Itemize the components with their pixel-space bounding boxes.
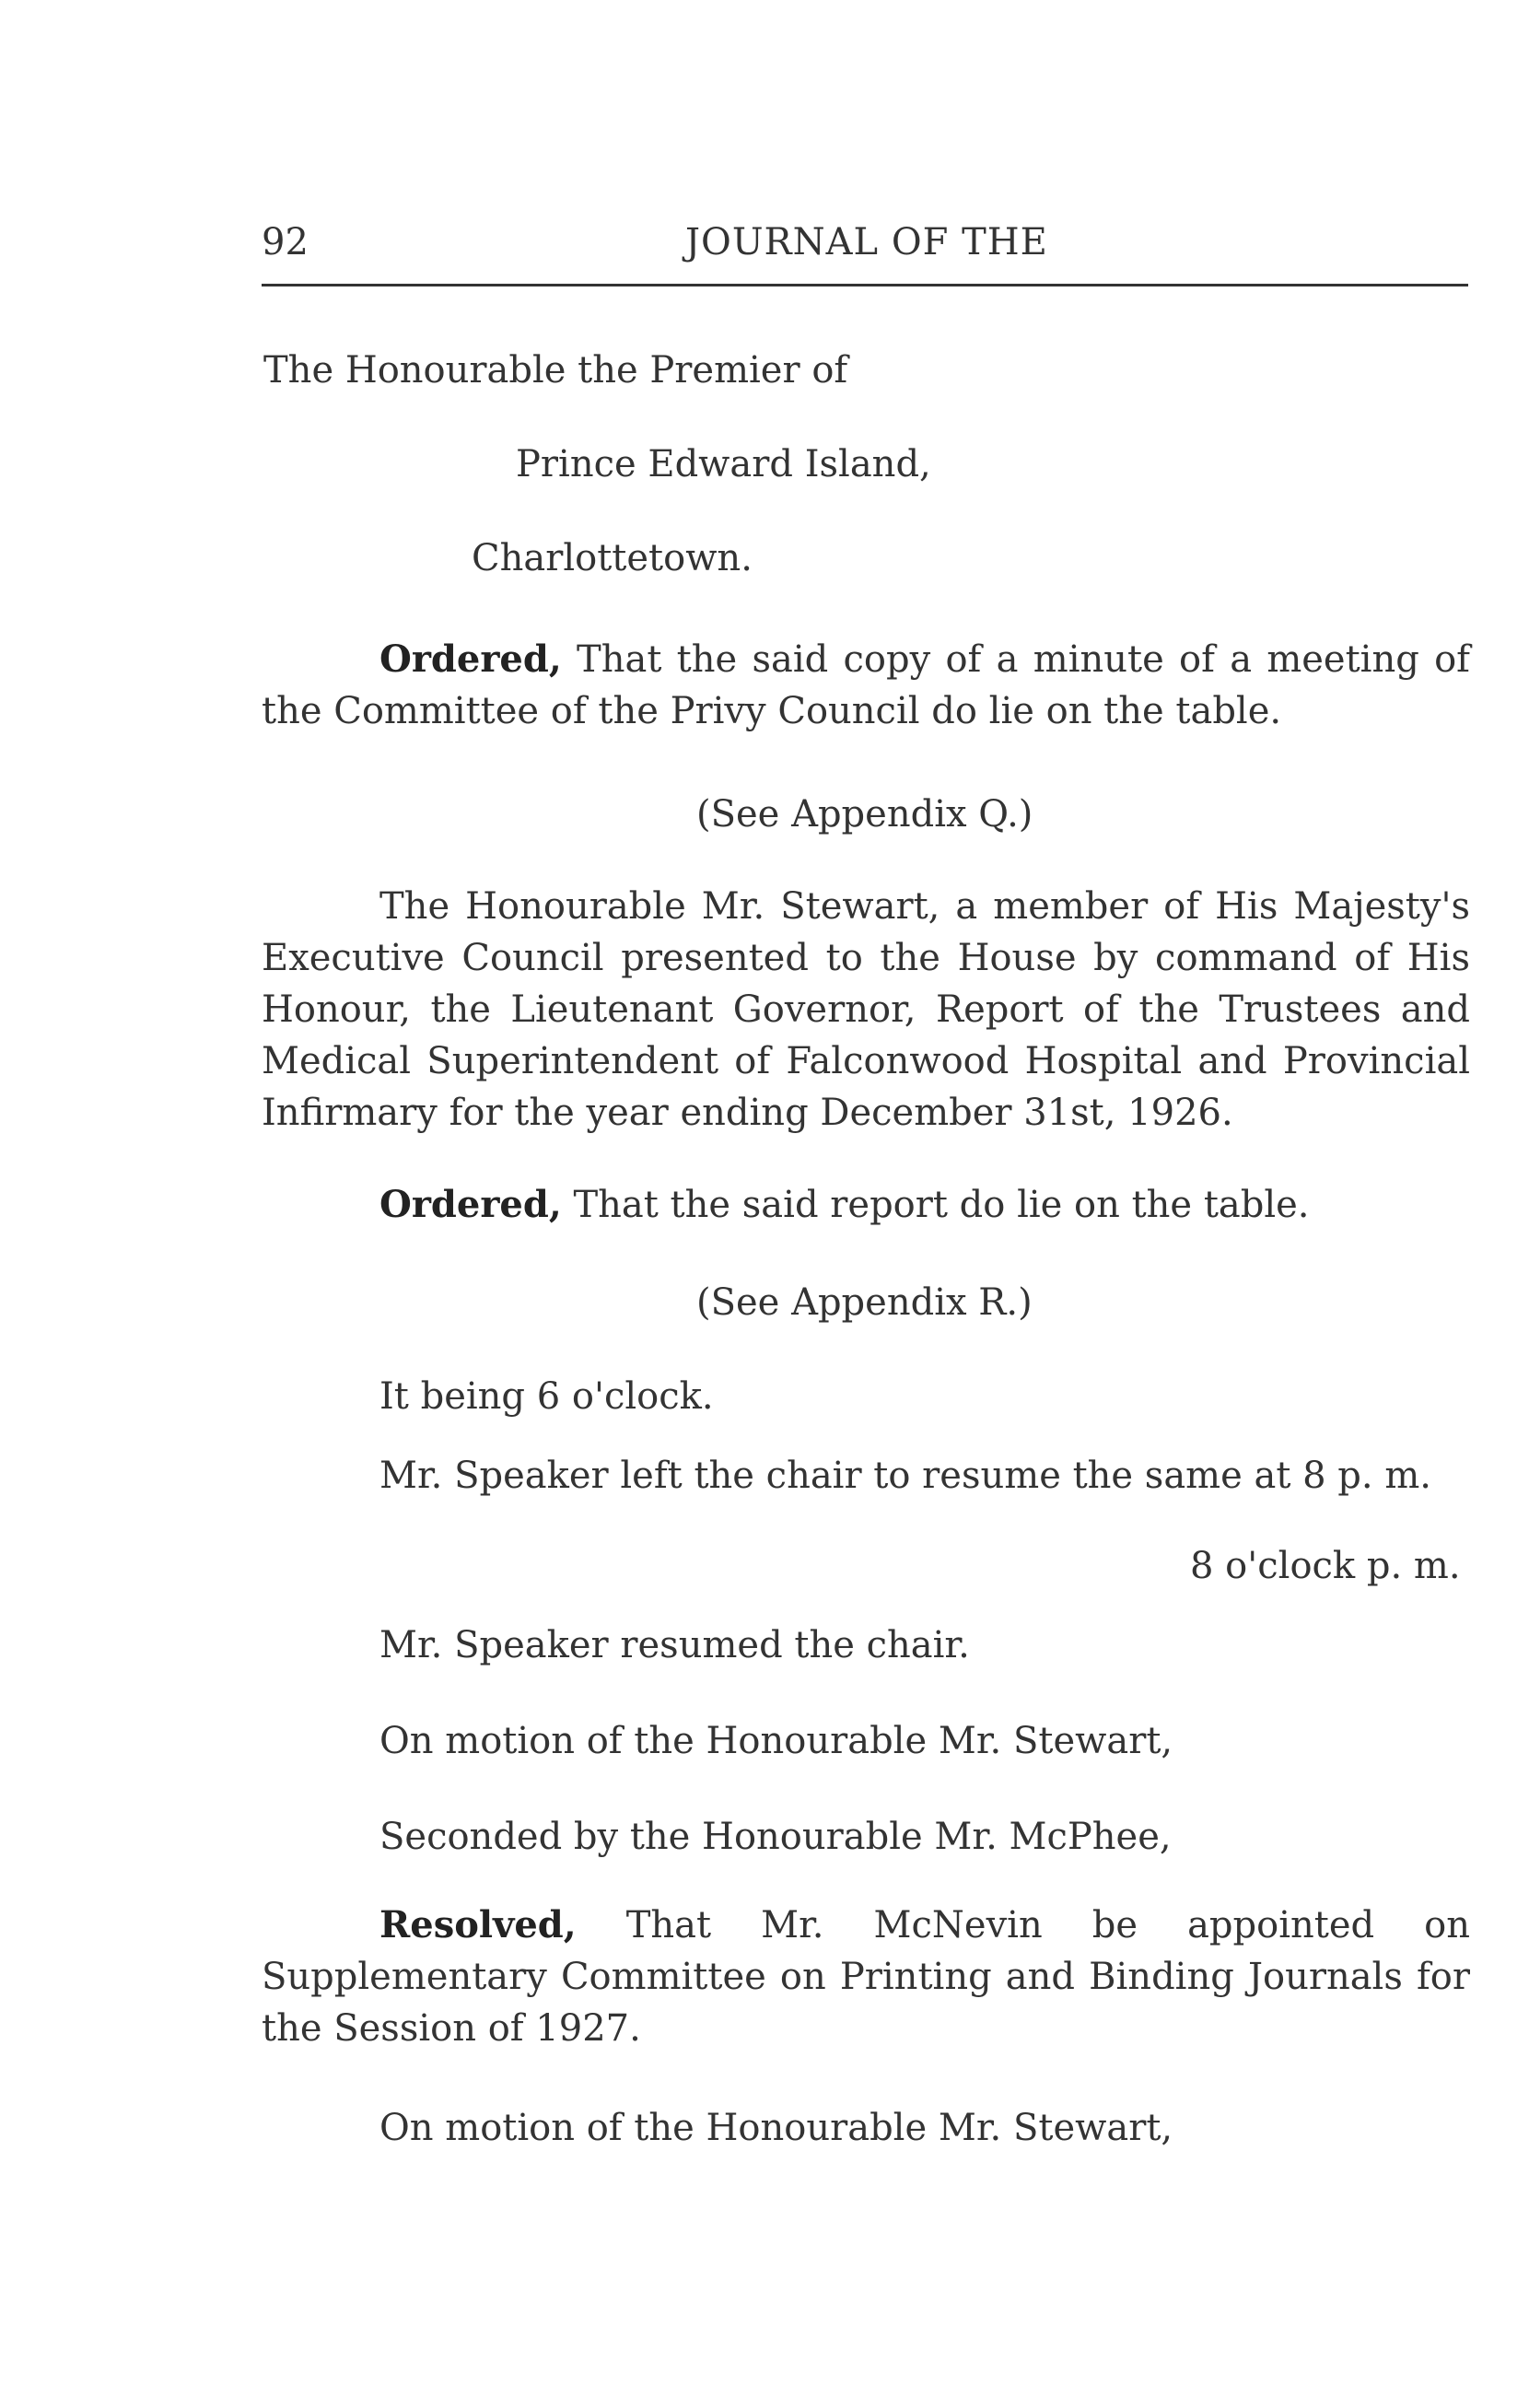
ordered-paragraph-2 [262,1179,1470,1231]
motion-line-2: On motion of the Honourable Mr. Stewart, [379,2107,1173,2149]
ordered-text: That the said report do lie on the table. [561,1184,1310,1226]
resolved-text: That Mr. McNevin be appointed on Supplementary Committee on Printing and Binding Journals for the Session of 1927. [262,1904,1470,2050]
page-header [262,221,1466,276]
ordered-paragraph-1 [262,634,1470,737]
report-paragraph: The Honourable Mr. Stewart, a member of His Majesty's Executive Council presented to the House by command of His Honour, the Lieutenant Governor, Report of the Trustees and Medical Superintendent of Falconwood Hospital and Provincial Infirmary for the year ending December 31st, 1926. [262,885,1470,1134]
appendix-q-note: (See Appendix Q.) [696,793,1033,836]
speaker-resumed-line: Mr. Speaker resumed the chair. [379,1624,970,1666]
ordered-label: Ordered, [379,1183,562,1226]
page-number: 92 [262,221,309,263]
address-line-2: Prince Edward Island, [516,443,931,485]
resolved-paragraph [262,1900,1470,2054]
speaker-left-line: Mr. Speaker left the chair to resume the same at 8 p. m. [379,1455,1431,1497]
appendix-r-note: (See Appendix R.) [696,1281,1033,1324]
address-line-3: Charlottetown. [472,537,753,579]
ordered-label: Ordered, [379,637,562,681]
six-oclock-line: It being 6 o'clock. [379,1375,714,1418]
resolved-label: Resolved, [379,1903,577,1946]
header-rule [262,284,1468,286]
address-line-1: The Honourable the Premier of [263,349,848,392]
ordered-text: That the said copy of a minute of a meeting of the Committee of the Privy Council do lie on the table. [262,638,1470,732]
seconded-line: Seconded by the Honourable Mr. McPhee, [379,1816,1172,1858]
motion-line-1: On motion of the Honourable Mr. Stewart, [379,1720,1173,1762]
running-head: JOURNAL OF THE [685,221,1048,263]
eight-oclock-line: 8 o'clock p. m. [1190,1545,1461,1587]
